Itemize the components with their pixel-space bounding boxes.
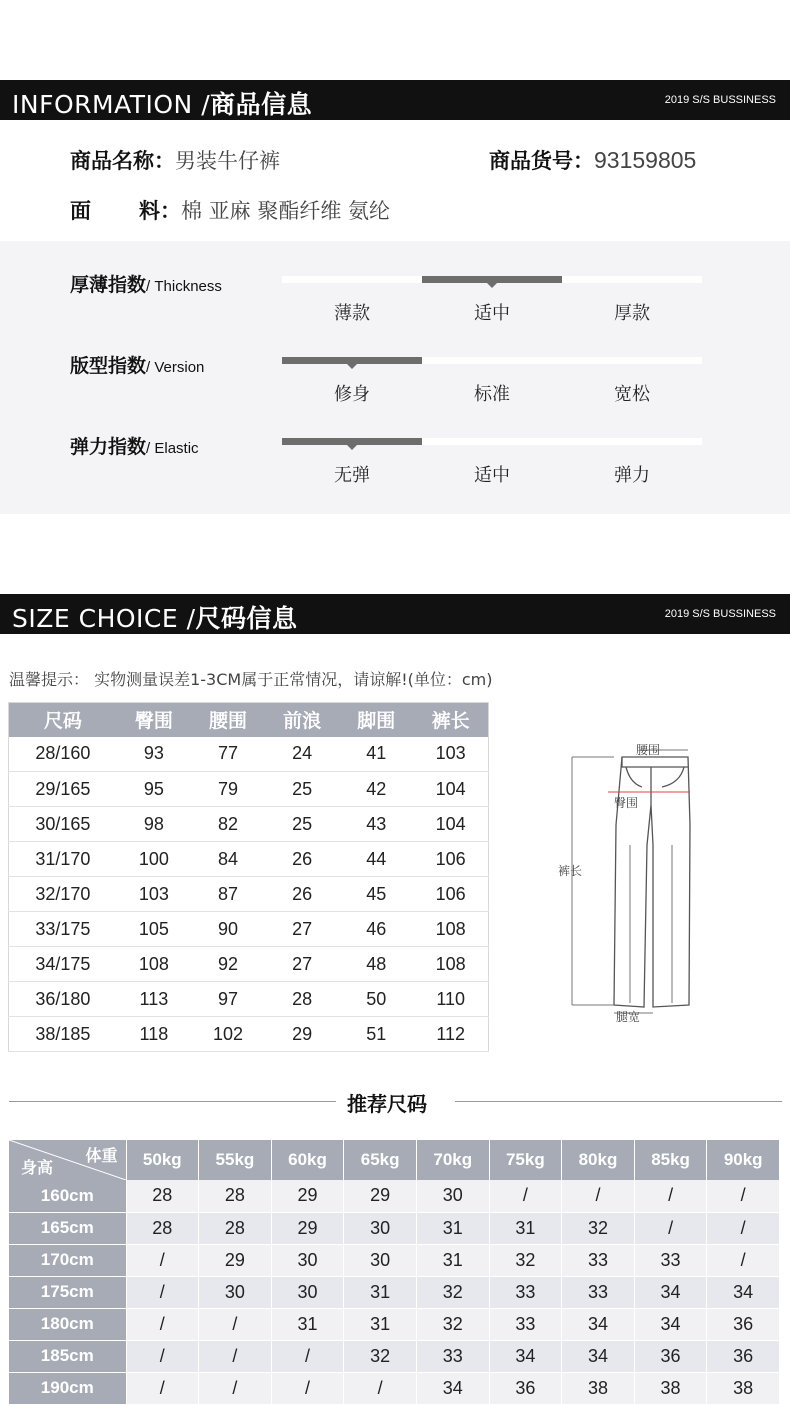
size-cell: 50 xyxy=(339,982,413,1017)
recommend-size-cell: 32 xyxy=(416,1308,489,1340)
size-cell: 105 xyxy=(117,912,191,947)
size-column-header: 尺码 xyxy=(9,703,117,737)
size-cell: 30/165 xyxy=(9,807,117,842)
size-cell: 26 xyxy=(265,877,339,912)
recommend-size-cell: / xyxy=(634,1212,707,1244)
recommend-size-cell: / xyxy=(199,1372,272,1404)
size-row xyxy=(9,737,489,772)
size-cell: 102 xyxy=(191,1017,265,1052)
recommend-size-cell: / xyxy=(707,1244,780,1276)
diagram-waist-label: 腰围 xyxy=(636,743,661,757)
height-row-header: 160cm xyxy=(9,1180,126,1212)
information-title-cn: 商品信息 xyxy=(210,90,313,119)
height-row-header: 180cm xyxy=(9,1308,126,1340)
recommend-row xyxy=(9,1308,780,1340)
size-table xyxy=(8,702,489,1052)
product-name-label: 商品名称： xyxy=(70,149,175,173)
pants-outline xyxy=(614,757,690,1007)
recommend-size-cell: 28 xyxy=(199,1180,272,1212)
recommend-size-cell: 33 xyxy=(634,1244,707,1276)
recommend-size-cell: / xyxy=(489,1180,562,1212)
recommend-size-cell: 34 xyxy=(489,1340,562,1372)
recommend-table xyxy=(9,1140,780,1405)
gauge-pointer-icon xyxy=(347,445,357,450)
product-code-value: 93159805 xyxy=(594,147,697,173)
size-cell: 45 xyxy=(339,877,413,912)
weight-column-header: 85kg xyxy=(634,1140,707,1180)
gauge-option-label: 宽松 xyxy=(614,384,650,405)
recommend-size-cell: 31 xyxy=(344,1308,417,1340)
recommend-size-cell: 34 xyxy=(416,1372,489,1404)
product-name-value: 男装牛仔裤 xyxy=(175,149,280,173)
size-cell: 92 xyxy=(191,947,265,982)
recommend-size-cell: / xyxy=(199,1308,272,1340)
divider-left xyxy=(9,1101,336,1102)
weight-column-header: 80kg xyxy=(562,1140,635,1180)
diagram-leg-label: 腿宽 xyxy=(616,1010,641,1024)
recommend-row xyxy=(9,1276,780,1308)
size-cell: 34/175 xyxy=(9,947,117,982)
gauge-option-label: 修身 xyxy=(334,384,370,405)
recommend-size-cell: 38 xyxy=(634,1372,707,1404)
recommend-size-cell: / xyxy=(344,1372,417,1404)
diagram-length-label: 裤长 xyxy=(558,864,583,878)
size-cell: 77 xyxy=(191,737,265,772)
size-cell: 26 xyxy=(265,842,339,877)
gauge-track-2 xyxy=(282,438,702,445)
gauge-title-en: / Version xyxy=(146,359,205,376)
pants-pocket-right xyxy=(662,767,684,787)
size-cell: 32/170 xyxy=(9,877,117,912)
recommend-row xyxy=(9,1244,780,1276)
pants-pocket-left xyxy=(626,767,642,787)
size-row xyxy=(9,877,489,912)
recommend-size-cell: 36 xyxy=(707,1340,780,1372)
information-title xyxy=(12,85,312,121)
recommend-size-cell: 32 xyxy=(344,1340,417,1372)
recommend-size-cell: 30 xyxy=(271,1276,344,1308)
height-row-header: 175cm xyxy=(9,1276,126,1308)
size-cell: 28/160 xyxy=(9,737,117,772)
gauge-option-label: 适中 xyxy=(474,465,510,486)
gauge-selected-segment xyxy=(422,276,562,283)
divider-right xyxy=(455,1101,782,1102)
recommend-size-cell: 30 xyxy=(416,1180,489,1212)
gauge-option-label: 适中 xyxy=(474,303,510,324)
recommend-size-cell: 34 xyxy=(562,1308,635,1340)
recommend-size-cell: 38 xyxy=(562,1372,635,1404)
recommend-size-cell: / xyxy=(126,1244,199,1276)
recommend-size-cell: 29 xyxy=(344,1180,417,1212)
diagram-hip-label: 臀围 xyxy=(614,796,639,810)
size-cell: 46 xyxy=(339,912,413,947)
size-cell: 51 xyxy=(339,1017,413,1052)
recommend-size-cell: 31 xyxy=(489,1212,562,1244)
size-cell: 103 xyxy=(117,877,191,912)
recommend-size-cell: 34 xyxy=(634,1276,707,1308)
measure-notice: 温馨提示： 实物测量误差1-3CM属于正常情况，请谅解!(单位：cm) xyxy=(9,670,493,689)
corner-weight-label: 体重 xyxy=(85,1148,118,1165)
size-row xyxy=(9,772,489,807)
size-cell: 97 xyxy=(191,982,265,1017)
size-cell: 43 xyxy=(339,807,413,842)
gauge-title-0 xyxy=(70,270,222,297)
size-table-header xyxy=(9,703,489,737)
season-tag: 2019 S/S BUSSINESS xyxy=(664,94,776,106)
recommend-size-cell: 34 xyxy=(707,1276,780,1308)
size-cell: 106 xyxy=(413,842,488,877)
recommend-size-cell: / xyxy=(271,1340,344,1372)
weight-column-header: 50kg xyxy=(126,1140,199,1180)
recommend-size-cell: 36 xyxy=(634,1340,707,1372)
size-cell: 103 xyxy=(413,737,488,772)
size-cell: 84 xyxy=(191,842,265,877)
size-cell: 38/185 xyxy=(9,1017,117,1052)
pants-waistband xyxy=(622,757,688,767)
weight-column-header: 55kg xyxy=(199,1140,272,1180)
weight-column-header: 75kg xyxy=(489,1140,562,1180)
product-code-label: 商品货号： xyxy=(489,149,594,173)
recommend-size-cell: 31 xyxy=(271,1308,344,1340)
gauge-title-cn: 版型指数 xyxy=(70,355,147,377)
fabric-row xyxy=(70,195,390,225)
size-cell: 25 xyxy=(265,772,339,807)
size-season-tag: 2019 S/S BUSSINESS xyxy=(664,608,776,620)
gauge-option-label: 厚款 xyxy=(614,303,650,324)
recommend-size-cell: 33 xyxy=(416,1340,489,1372)
size-cell: 36/180 xyxy=(9,982,117,1017)
size-cell: 31/170 xyxy=(9,842,117,877)
size-cell: 41 xyxy=(339,737,413,772)
recommend-size-cell: 36 xyxy=(489,1372,562,1404)
size-row xyxy=(9,1017,489,1052)
gauge-option-label: 标准 xyxy=(474,384,510,405)
recommend-size-cell: / xyxy=(707,1180,780,1212)
size-column-header: 腰围 xyxy=(191,703,265,737)
recommend-size-cell: 33 xyxy=(489,1308,562,1340)
gauge-option-label: 无弹 xyxy=(334,465,370,486)
size-column-header: 脚围 xyxy=(339,703,413,737)
size-cell: 100 xyxy=(117,842,191,877)
height-row-header: 190cm xyxy=(9,1372,126,1404)
gauge-title-2 xyxy=(70,432,199,459)
size-cell: 27 xyxy=(265,947,339,982)
recommend-size-cell: 32 xyxy=(489,1244,562,1276)
recommend-size-cell: / xyxy=(271,1372,344,1404)
size-column-header: 前浪 xyxy=(265,703,339,737)
recommend-size-cell: 30 xyxy=(344,1212,417,1244)
weight-column-header: 65kg xyxy=(344,1140,417,1180)
size-cell: 29/165 xyxy=(9,772,117,807)
recommend-size-cell: 34 xyxy=(634,1308,707,1340)
size-cell: 27 xyxy=(265,912,339,947)
recommend-size-cell: 34 xyxy=(562,1340,635,1372)
gauge-title-en: / Elastic xyxy=(146,440,199,457)
recommend-size-cell: 28 xyxy=(199,1212,272,1244)
size-cell: 112 xyxy=(413,1017,488,1052)
size-column-header: 臀围 xyxy=(117,703,191,737)
size-cell: 79 xyxy=(191,772,265,807)
fabric-label-a: 面 xyxy=(70,199,91,223)
information-title-en: INFORMATION / xyxy=(12,90,211,119)
size-cell: 104 xyxy=(413,772,488,807)
recommend-size-cell: 28 xyxy=(126,1212,199,1244)
size-cell: 108 xyxy=(413,947,488,982)
corner-cell xyxy=(9,1140,126,1180)
weight-column-header: 60kg xyxy=(271,1140,344,1180)
product-name-row xyxy=(70,145,280,175)
size-cell: 104 xyxy=(413,807,488,842)
size-table-body xyxy=(9,737,489,1052)
size-cell: 93 xyxy=(117,737,191,772)
gauge-track-0 xyxy=(282,276,702,283)
recommend-size-cell: / xyxy=(562,1180,635,1212)
recommend-size-cell: / xyxy=(126,1276,199,1308)
size-row xyxy=(9,842,489,877)
gauge-title-cn: 厚薄指数 xyxy=(70,274,147,296)
recommend-row xyxy=(9,1340,780,1372)
size-header xyxy=(0,594,790,634)
recommend-size-cell: / xyxy=(199,1340,272,1372)
fabric-label-b: 料： xyxy=(139,199,181,223)
size-cell: 108 xyxy=(117,947,191,982)
height-row-header: 165cm xyxy=(9,1212,126,1244)
size-row xyxy=(9,912,489,947)
gauge-pointer-icon xyxy=(347,364,357,369)
gauge-pointer-icon xyxy=(487,283,497,288)
recommend-size-cell: / xyxy=(126,1340,199,1372)
height-row-header: 170cm xyxy=(9,1244,126,1276)
size-cell: 95 xyxy=(117,772,191,807)
recommend-size-cell: 30 xyxy=(271,1244,344,1276)
recommend-row xyxy=(9,1372,780,1404)
recommend-size-cell: 31 xyxy=(416,1212,489,1244)
size-row xyxy=(9,947,489,982)
recommend-size-cell: / xyxy=(707,1212,780,1244)
gauge-option-label: 薄款 xyxy=(334,303,370,324)
weight-column-header: 90kg xyxy=(707,1140,780,1180)
gauge-selected-segment xyxy=(282,438,422,445)
size-cell: 113 xyxy=(117,982,191,1017)
recommend-title: 推荐尺码 xyxy=(347,1092,427,1116)
gauge-track-1 xyxy=(282,357,702,364)
recommend-size-cell: 30 xyxy=(344,1244,417,1276)
recommend-size-cell: 33 xyxy=(489,1276,562,1308)
size-cell: 118 xyxy=(117,1017,191,1052)
gauge-option-label: 弹力 xyxy=(614,465,650,486)
recommend-table-body xyxy=(9,1180,780,1404)
size-cell: 42 xyxy=(339,772,413,807)
size-cell: 106 xyxy=(413,877,488,912)
size-cell: 82 xyxy=(191,807,265,842)
product-code-row xyxy=(489,145,696,175)
size-row xyxy=(9,807,489,842)
recommend-size-cell: 32 xyxy=(416,1276,489,1308)
size-cell: 87 xyxy=(191,877,265,912)
size-cell: 28 xyxy=(265,982,339,1017)
size-title xyxy=(12,599,298,635)
gauge-title-en: / Thickness xyxy=(146,278,222,295)
recommend-size-cell: 32 xyxy=(562,1212,635,1244)
size-cell: 90 xyxy=(191,912,265,947)
size-title-cn: 尺码信息 xyxy=(195,604,298,633)
size-cell: 29 xyxy=(265,1017,339,1052)
gauge-title-cn: 弹力指数 xyxy=(70,436,147,458)
recommend-size-cell: 30 xyxy=(199,1276,272,1308)
height-row-header: 185cm xyxy=(9,1340,126,1372)
recommend-size-cell: 38 xyxy=(707,1372,780,1404)
size-cell: 48 xyxy=(339,947,413,982)
recommend-row xyxy=(9,1180,780,1212)
recommend-table-header xyxy=(9,1140,780,1180)
size-title-en: SIZE CHOICE / xyxy=(12,604,196,633)
recommend-size-cell: / xyxy=(634,1180,707,1212)
weight-column-header: 70kg xyxy=(416,1140,489,1180)
recommend-title-row xyxy=(0,1088,790,1114)
recommend-size-cell: / xyxy=(126,1308,199,1340)
size-cell: 108 xyxy=(413,912,488,947)
pants-diagram xyxy=(550,735,710,1030)
recommend-size-cell: 28 xyxy=(126,1180,199,1212)
recommend-size-cell: 29 xyxy=(199,1244,272,1276)
information-header xyxy=(0,80,790,120)
recommend-row xyxy=(9,1212,780,1244)
size-cell: 33/175 xyxy=(9,912,117,947)
recommend-size-cell: 29 xyxy=(271,1212,344,1244)
recommend-size-cell: / xyxy=(126,1372,199,1404)
recommend-size-cell: 29 xyxy=(271,1180,344,1212)
size-cell: 98 xyxy=(117,807,191,842)
recommend-size-cell: 33 xyxy=(562,1244,635,1276)
recommend-size-cell: 31 xyxy=(416,1244,489,1276)
size-column-header: 裤长 xyxy=(413,703,488,737)
recommend-size-cell: 31 xyxy=(344,1276,417,1308)
recommend-size-cell: 33 xyxy=(562,1276,635,1308)
corner-height-label: 身高 xyxy=(21,1160,54,1177)
size-cell: 24 xyxy=(265,737,339,772)
recommend-size-cell: 36 xyxy=(707,1308,780,1340)
size-cell: 25 xyxy=(265,807,339,842)
gauge-title-1 xyxy=(70,351,204,378)
size-cell: 110 xyxy=(413,982,488,1017)
gauge-selected-segment xyxy=(282,357,422,364)
size-cell: 44 xyxy=(339,842,413,877)
size-row xyxy=(9,982,489,1017)
fabric-value: 棉 亚麻 聚酯纤维 氨纶 xyxy=(181,199,391,223)
